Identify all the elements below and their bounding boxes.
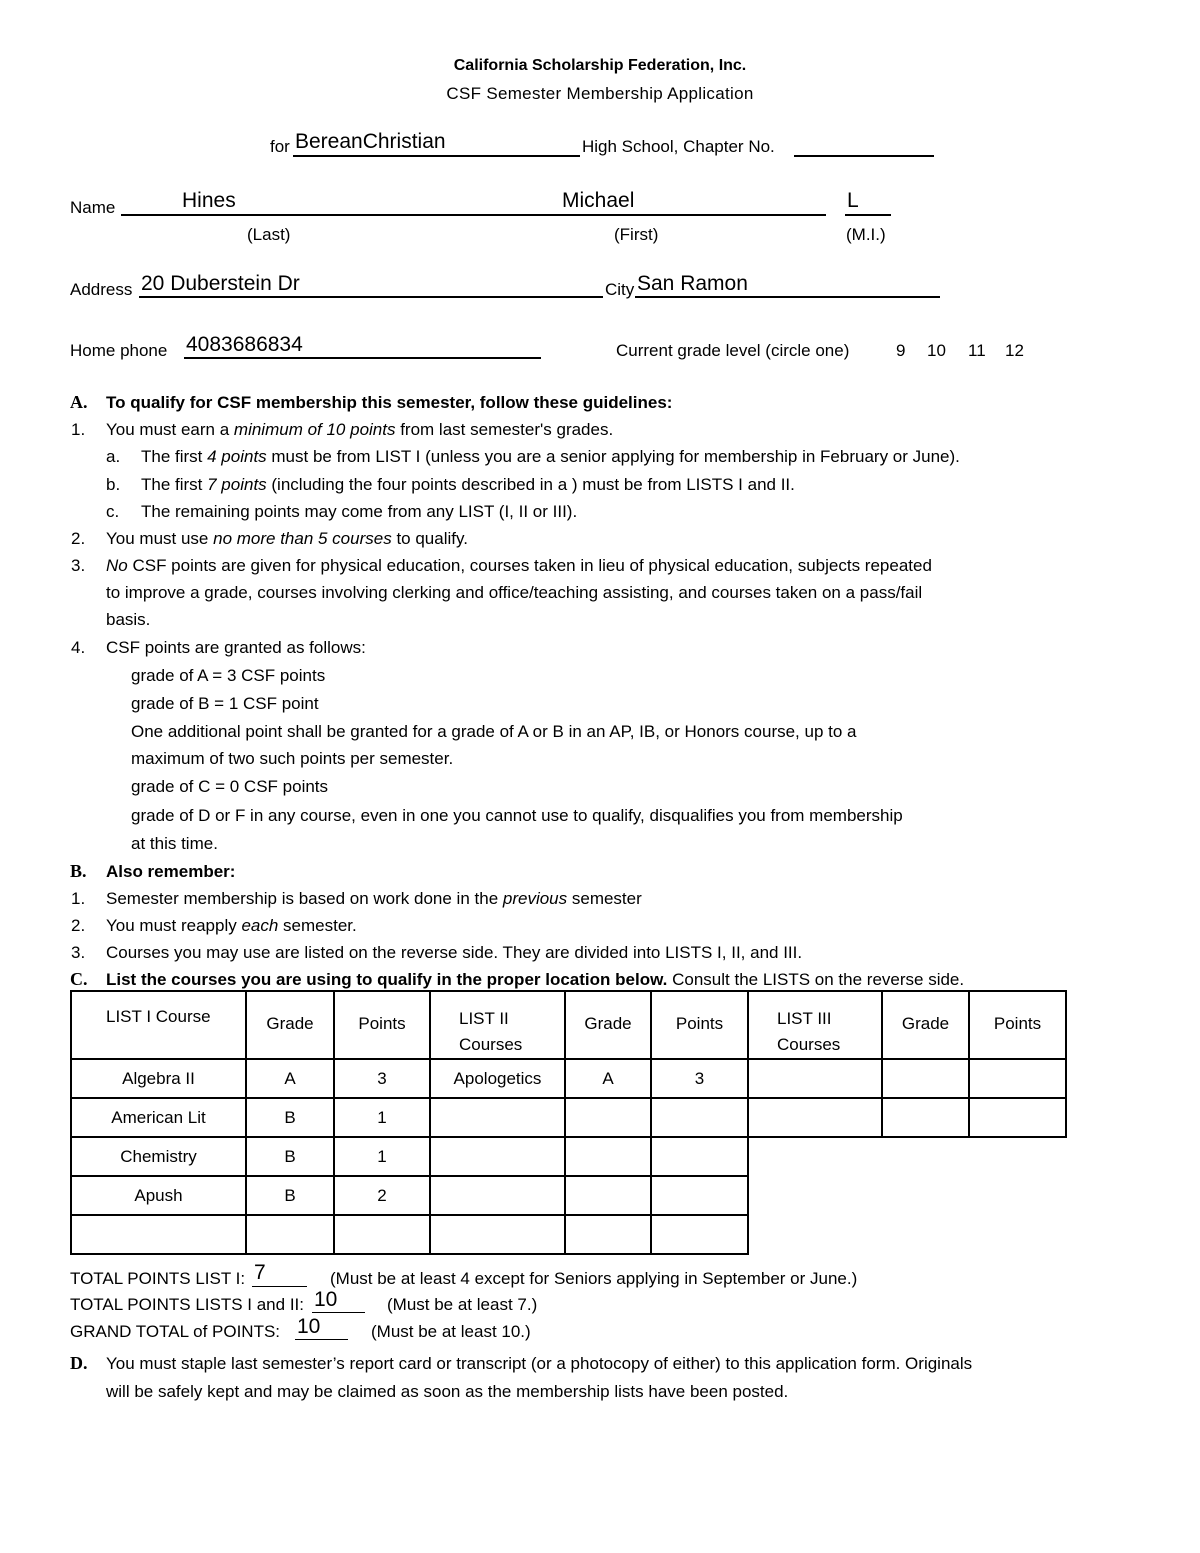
school-field[interactable]: BereanChristian (295, 130, 446, 153)
list1-points-cell[interactable]: 1 (334, 1098, 430, 1137)
a1-post: from last semester's grades. (395, 420, 614, 439)
section-a-letter: A. (70, 392, 88, 412)
list1-grade-cell[interactable] (246, 1215, 334, 1254)
list3-course-cell[interactable] (748, 1059, 882, 1098)
table-blank-area (748, 1137, 1066, 1176)
grade-option-12[interactable]: 12 (1005, 341, 1024, 360)
a3-line1 (106, 556, 932, 576)
list1-course-cell[interactable] (71, 1215, 246, 1254)
list2-grade-cell[interactable] (565, 1098, 651, 1137)
a1a-pre: The first (141, 447, 208, 466)
table-row (71, 1215, 1066, 1254)
courses-table (70, 990, 1067, 1255)
high-school-label: High School, Chapter No. (582, 137, 775, 156)
a4-num: 4. (71, 638, 86, 657)
address-label: Address (70, 280, 133, 299)
section-c-tail: Consult the LISTS on the reverse side. (667, 970, 965, 989)
a1a-post: must be from LIST I (unless you are a senior applying for membership in February or June). (266, 447, 960, 466)
b3-num: 3. (71, 943, 86, 962)
points-rule-a: grade of A = 3 CSF points (131, 666, 326, 685)
list1-course-cell[interactable]: Apush (71, 1176, 246, 1215)
header-list1-grade: Grade (246, 991, 334, 1059)
list1-points-cell[interactable]: 3 (334, 1059, 430, 1098)
total-list12-line (312, 1312, 365, 1313)
total-list1-line (252, 1286, 307, 1287)
grade-level-label: Current grade level (circle one) (616, 341, 850, 360)
mi-caption: (M.I.) (846, 225, 886, 244)
a3-line2: to improve a grade, courses involving clerking and office/teaching assisting, and courses taken on a pass/fail (106, 583, 923, 602)
list3-course-cell[interactable] (748, 1098, 882, 1137)
grand-total-label: GRAND TOTAL of POINTS: (70, 1322, 281, 1341)
section-c-heading (106, 970, 964, 990)
list3-grade-cell[interactable] (882, 1059, 969, 1098)
list1-points-cell[interactable]: 1 (334, 1137, 430, 1176)
phone-label: Home phone (70, 341, 168, 360)
list2-points-cell[interactable] (651, 1137, 748, 1176)
list2-points-cell[interactable] (651, 1098, 748, 1137)
b3-text: Courses you may use are listed on the reverse side. They are divided into LISTS I, II, and III. (106, 943, 803, 962)
section-d-letter: D. (70, 1353, 88, 1373)
b1-em: previous (502, 889, 568, 908)
section-b-heading: Also remember: (106, 862, 236, 881)
a2-pre: You must use (106, 529, 214, 548)
city-line (635, 296, 940, 298)
first-caption: (First) (614, 225, 659, 244)
a3-num: 3. (71, 556, 86, 575)
list2-grade-cell[interactable]: A (565, 1059, 651, 1098)
section-d-line1: You must staple last semester’s report card or transcript (or a photocopy of either) to this application form. Originals (106, 1354, 973, 1373)
list2-course-cell[interactable] (430, 1137, 565, 1176)
a1a-em: 4 points (207, 447, 267, 466)
chapter-field[interactable] (794, 155, 934, 157)
header-list3-grade: Grade (882, 991, 969, 1059)
a1a-text (141, 447, 960, 467)
middle-initial-field[interactable]: L (847, 189, 859, 212)
total-list12-note: (Must be at least 7.) (387, 1295, 538, 1314)
table-row (71, 1137, 1066, 1176)
grand-total-line (295, 1339, 348, 1340)
points-rule-honors-cont: maximum of two such points per semester. (131, 749, 454, 768)
name-line (121, 214, 826, 216)
b2-pre: You must reapply (106, 916, 242, 935)
phone-field[interactable]: 4083686834 (186, 333, 303, 356)
section-b-letter: B. (70, 861, 87, 881)
header-list3-course: LIST III Courses (748, 991, 882, 1059)
school-line (293, 155, 580, 157)
list2-points-cell[interactable] (651, 1215, 748, 1254)
address-field[interactable]: 20 Duberstein Dr (141, 272, 300, 295)
list1-points-cell[interactable] (334, 1215, 430, 1254)
table-blank-area (748, 1215, 1066, 1254)
list1-course-cell[interactable]: Algebra II (71, 1059, 246, 1098)
list2-grade-cell[interactable] (565, 1137, 651, 1176)
header-list1-points: Points (334, 991, 430, 1059)
total-list12-label: TOTAL POINTS LISTS I and II: (70, 1295, 304, 1314)
list2-course-cell[interactable]: Apologetics (430, 1059, 565, 1098)
total-list12-field[interactable]: 10 (314, 1288, 338, 1311)
b2-num: 2. (71, 916, 86, 935)
b2-text (106, 916, 357, 936)
list2-points-cell[interactable] (651, 1176, 748, 1215)
table-row (71, 1098, 1066, 1137)
a1c-text: The remaining points may come from any LIST (I, II or III). (141, 502, 578, 521)
b1-pre: Semester membership is based on work done in the (106, 889, 503, 908)
a3-line3: basis. (106, 610, 151, 629)
a1b-em: 7 points (207, 475, 267, 494)
grade-option-10[interactable]: 10 (927, 341, 946, 360)
last-caption: (Last) (247, 225, 291, 244)
for-label: for (270, 137, 290, 156)
a4-text: CSF points are granted as follows: (106, 638, 366, 657)
list1-course-cell[interactable]: American Lit (71, 1098, 246, 1137)
header-list1-course: LIST I Course (71, 991, 246, 1059)
list2-course-cell[interactable] (430, 1215, 565, 1254)
points-rule-honors: One additional point shall be granted for a grade of A or B in an AP, IB, or Honors course, up to a (131, 722, 857, 741)
a1b-num: b. (106, 475, 121, 494)
section-c-letter: C. (70, 969, 88, 989)
list3-grade-cell[interactable] (882, 1098, 969, 1137)
table-row (71, 1059, 1066, 1098)
b1-post: semester (567, 889, 642, 908)
points-rule-df-cont: at this time. (131, 834, 218, 853)
section-d-line2: will be safely kept and may be claimed as soon as the membership lists have been posted. (106, 1382, 789, 1401)
grade-option-11[interactable]: 11 (968, 341, 986, 360)
table-blank-area (748, 1176, 1066, 1215)
a1-em: minimum of 10 points (233, 420, 396, 439)
list2-grade-cell[interactable] (565, 1215, 651, 1254)
name-label: Name (70, 198, 116, 217)
mi-line (845, 214, 891, 216)
a1b-post: (including the four points described in a ) must be from LISTS I and II. (266, 475, 795, 494)
address-line (139, 296, 603, 298)
section-a-heading: To qualify for CSF membership this semester, follow these guidelines: (106, 393, 673, 412)
a1b-text (141, 475, 795, 495)
total-list1-field[interactable]: 7 (254, 1261, 266, 1284)
grade-option-9[interactable]: 9 (896, 341, 906, 360)
list1-course-cell[interactable]: Chemistry (71, 1137, 246, 1176)
list3-points-cell[interactable] (969, 1059, 1066, 1098)
list2-course-cell[interactable] (430, 1098, 565, 1137)
list1-grade-cell[interactable]: B (246, 1176, 334, 1215)
list2-grade-cell[interactable] (565, 1176, 651, 1215)
a2-post: to qualify. (391, 529, 468, 548)
list1-grade-cell[interactable]: A (246, 1059, 334, 1098)
a2-em: no more than 5 courses (213, 529, 392, 548)
total-list1-label: TOTAL POINTS LIST I: (70, 1269, 246, 1288)
header-list3-points: Points (969, 991, 1066, 1059)
list1-grade-cell[interactable]: B (246, 1098, 334, 1137)
total-list1-note: (Must be at least 4 except for Seniors applying in September or June.) (330, 1269, 858, 1288)
city-label: City (605, 280, 635, 299)
city-field[interactable]: San Ramon (637, 272, 748, 295)
grand-total-note: (Must be at least 10.) (371, 1322, 531, 1341)
list1-grade-cell[interactable]: B (246, 1137, 334, 1176)
form-title: CSF Semester Membership Application (446, 84, 754, 103)
b2-em: each (241, 916, 279, 935)
table-row (71, 1176, 1066, 1215)
b1-num: 1. (71, 889, 86, 908)
points-rule-df: grade of D or F in any course, even in one you cannot use to qualify, disqualifies you from membership (131, 806, 903, 825)
a1a-num: a. (106, 447, 121, 466)
header-list2-course: LIST II Courses (430, 991, 565, 1059)
a1b-pre: The first (141, 475, 208, 494)
b2-post: semester. (278, 916, 357, 935)
a1-num: 1. (71, 420, 86, 439)
a1-pre: You must earn a (106, 420, 234, 439)
grand-total-field[interactable]: 10 (297, 1315, 321, 1338)
a3-em: No (106, 556, 128, 575)
phone-line (184, 357, 541, 359)
org-title: California Scholarship Federation, Inc. (453, 57, 747, 74)
a1-text (106, 420, 613, 440)
list1-points-cell[interactable]: 2 (334, 1176, 430, 1215)
header-list2-grade: Grade (565, 991, 651, 1059)
list2-points-cell[interactable]: 3 (651, 1059, 748, 1098)
section-c-heading-bold: List the courses you are using to qualify in the proper location below. (106, 970, 668, 989)
points-rule-c: grade of C = 0 CSF points (131, 777, 329, 796)
a1c-num: c. (106, 502, 120, 521)
list3-points-cell[interactable] (969, 1098, 1066, 1137)
table-header-row (71, 991, 1066, 1059)
a3-line1-text: CSF points are given for physical education, courses taken in lieu of physical education, subjects repeated (127, 556, 932, 575)
header-list2-points: Points (651, 991, 748, 1059)
last-name-field[interactable]: Hines (182, 189, 236, 212)
list2-course-cell[interactable] (430, 1176, 565, 1215)
b1-text (106, 889, 642, 909)
first-name-field[interactable]: Michael (562, 189, 635, 212)
a2-text (106, 529, 468, 549)
points-rule-b: grade of B = 1 CSF point (131, 694, 319, 713)
a2-num: 2. (71, 529, 86, 548)
